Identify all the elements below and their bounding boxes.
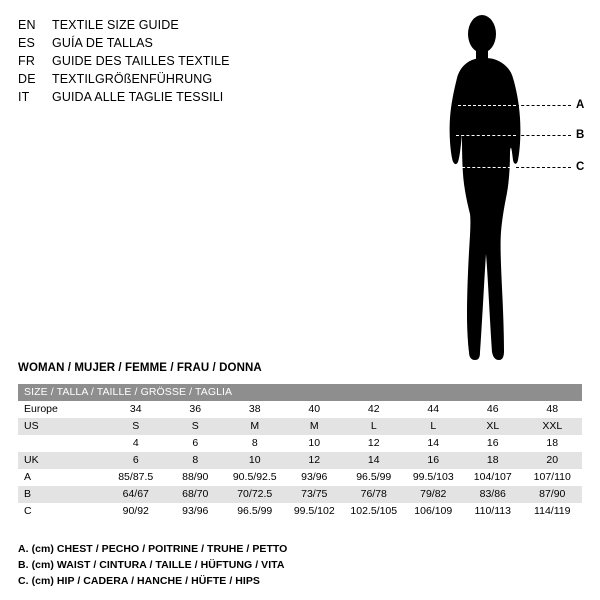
cell: 88/90 [166,469,226,486]
cell: 73/75 [285,486,345,503]
language-row [18,52,348,70]
row-label [18,435,106,452]
cell: 110/113 [463,503,523,520]
cell: 18 [463,452,523,469]
guide-line-a-inner [458,105,516,106]
cell: 114/119 [523,503,583,520]
cell: 48 [523,401,583,418]
row-label: C [18,503,106,520]
cell: 10 [225,452,285,469]
cell: XXL [523,418,583,435]
cell: 18 [523,435,583,452]
cell: M [285,418,345,435]
cell: 42 [344,401,404,418]
cell: 12 [344,435,404,452]
cell: 83/86 [463,486,523,503]
table-row [18,418,582,435]
table-header-label: SIZE / TALLA / TAILLE / GRÖSSE / TAGLIA [24,386,233,398]
guide-label-c: C [576,161,585,173]
cell: S [106,418,166,435]
cell: 107/110 [523,469,583,486]
row-label: US [18,418,106,435]
cell: 99.5/103 [404,469,464,486]
cell: 36 [166,401,226,418]
language-title: TEXTILE SIZE GUIDE [52,18,179,32]
cell: 96.5/99 [344,469,404,486]
note-b: B. (cm) WAIST / CINTURA / TAILLE / HÜFTUNG / VITA [18,559,285,571]
measurement-notes [18,541,578,589]
cell: 93/96 [285,469,345,486]
cell: 20 [523,452,583,469]
cell: 99.5/102 [285,503,345,520]
guide-line-c-inner [457,167,516,168]
language-row [18,34,348,52]
section-heading: WOMAN / MUJER / FEMME / FRAU / DONNA [18,362,262,374]
cell: 16 [463,435,523,452]
cell: 106/109 [404,503,464,520]
table-row [18,435,582,452]
row-label: UK [18,452,106,469]
table-row [18,503,582,520]
cell: 12 [285,452,345,469]
cell: S [166,418,226,435]
language-title: GUIDE DES TAILLES TEXTILE [52,54,230,68]
row-label: Europe [18,401,106,418]
note-a: A. (cm) CHEST / PECHO / POITRINE / TRUHE / PETTO [18,543,288,555]
guide-line-a-outer [516,105,571,106]
cell: 76/78 [344,486,404,503]
table-row [18,486,582,503]
language-row [18,88,348,106]
guide-label-b: B [576,129,585,141]
cell: 68/70 [166,486,226,503]
cell: 8 [166,452,226,469]
language-row [18,16,348,34]
cell: 87/90 [523,486,583,503]
cell: 104/107 [463,469,523,486]
cell: 10 [285,435,345,452]
guide-line-c-outer [516,167,571,168]
cell: 85/87.5 [106,469,166,486]
cell: 38 [225,401,285,418]
language-title: TEXTILGRÖßENFÜHRUNG [52,72,213,86]
cell: 14 [344,452,404,469]
cell: 44 [404,401,464,418]
cell: M [225,418,285,435]
language-code: DE [18,72,36,86]
table-row [18,469,582,486]
cell: 14 [404,435,464,452]
cell: 46 [463,401,523,418]
cell: 34 [106,401,166,418]
language-titles [18,16,348,106]
cell: L [404,418,464,435]
cell: 70/72.5 [225,486,285,503]
cell: 6 [106,452,166,469]
language-title: GUÍA DE TALLAS [52,36,153,50]
cell: 8 [225,435,285,452]
cell: 40 [285,401,345,418]
table-row [18,401,582,418]
row-label: A [18,469,106,486]
guide-line-b-inner [456,135,516,136]
cell: L [344,418,404,435]
cell: XL [463,418,523,435]
cell: 79/82 [404,486,464,503]
guide-label-a: A [576,99,585,111]
language-row [18,70,348,88]
cell: 90/92 [106,503,166,520]
language-code: FR [18,54,36,68]
cell: 90.5/92.5 [225,469,285,486]
language-code: EN [18,18,36,32]
cell: 64/67 [106,486,166,503]
size-table [18,384,582,520]
cell: 96.5/99 [225,503,285,520]
guide-line-b-outer [516,135,571,136]
note-c: C. (cm) HIP / CADERA / HANCHE / HÜFTE / HIPS [18,575,260,587]
language-title: GUIDA ALLE TAGLIE TESSILI [52,90,224,104]
language-code: IT [18,90,30,104]
cell: 16 [404,452,464,469]
cell: 93/96 [166,503,226,520]
silhouette-icon [400,8,590,368]
cell: 102.5/105 [344,503,404,520]
table-header-row [18,384,582,401]
cell: 4 [106,435,166,452]
table-row [18,452,582,469]
female-silhouette-figure [400,8,590,368]
cell: 6 [166,435,226,452]
language-code: ES [18,36,36,50]
row-label: B [18,486,106,503]
